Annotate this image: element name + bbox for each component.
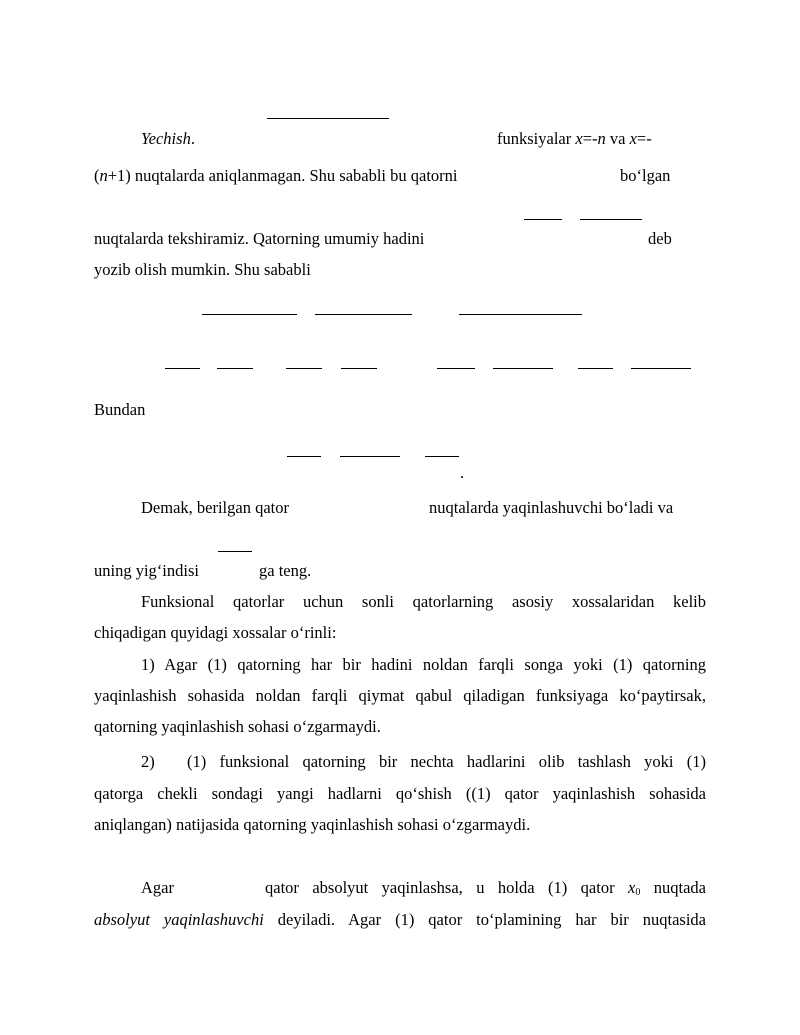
fraction-bar bbox=[315, 314, 412, 315]
list-number: 2) bbox=[141, 752, 155, 771]
fraction-bar bbox=[524, 219, 562, 220]
text-line: funksiyalar x=-n va x=- bbox=[497, 129, 652, 148]
fraction-bar bbox=[459, 314, 582, 315]
text-line: Agar bbox=[141, 878, 174, 897]
fraction-bar bbox=[218, 551, 252, 552]
paragraph-line: qatorga chekli sondagi yangi hadlarni qo‘shish ((1) qator yaqinlashish sohasida bbox=[94, 784, 706, 803]
text-line: Demak, berilgan qator bbox=[141, 498, 289, 517]
fraction-bar bbox=[580, 219, 642, 220]
fraction-bar bbox=[165, 368, 200, 369]
fraction-bar bbox=[286, 368, 322, 369]
text-line: (n+1) nuqtalarda aniqlanmagan. Shu sababli bu qatorni bbox=[94, 166, 458, 185]
paragraph-line: chiqadigan quyidagi xossalar o‘rinli: bbox=[94, 623, 337, 642]
fraction-bar bbox=[493, 368, 553, 369]
paragraph-line: 1) Agar (1) qatorning har bir hadini noldan farqli songa yoki (1) qatorning bbox=[141, 655, 706, 674]
fraction-bar bbox=[217, 368, 253, 369]
yechish-label: Yechish. bbox=[141, 129, 195, 148]
fraction-bar bbox=[631, 368, 691, 369]
text-line: ga teng. bbox=[259, 561, 312, 580]
fraction-bar bbox=[341, 368, 377, 369]
paragraph-line: absolyut yaqinlashuvchi deyiladi. Agar (1) qator to‘plamining har bir nuqtasida bbox=[94, 910, 706, 929]
text-line: Bundan bbox=[94, 400, 146, 419]
paragraph-line: aniqlangan) natijasida qatorning yaqinlashish sohasi o‘zgarmaydi. bbox=[94, 815, 531, 834]
paragraph-line: (1) funksional qatorning bir nechta hadlarini olib tashlash yoki (1) bbox=[187, 752, 706, 771]
text-line: nuqtalarda yaqinlashuvchi bo‘ladi va bbox=[429, 498, 674, 517]
text-line: yozib olish mumkin. Shu sababli bbox=[94, 260, 311, 279]
fraction-bar bbox=[267, 118, 389, 119]
fraction-bar bbox=[202, 314, 297, 315]
paragraph-line: qator absolyut yaqinlashsa, u holda (1) qator $x_0$ nuqtada bbox=[265, 878, 706, 898]
text-line: deb bbox=[648, 229, 672, 248]
fraction-bar bbox=[340, 456, 400, 457]
text-line: bo‘lgan bbox=[620, 166, 671, 185]
paragraph-line: Funksional qatorlar uchun sonli qatorlarning asosiy xossalaridan kelib bbox=[141, 592, 706, 611]
fraction-bar bbox=[425, 456, 459, 457]
fraction-bar bbox=[287, 456, 321, 457]
period-mark: . bbox=[460, 463, 465, 482]
paragraph-line: qatorning yaqinlashish sohasi o‘zgarmaydi. bbox=[94, 717, 381, 736]
fraction-bar bbox=[578, 368, 613, 369]
text-line: nuqtalarda tekshiramiz. Qatorning umumiy hadini bbox=[94, 229, 425, 248]
fraction-bar bbox=[437, 368, 475, 369]
text-line: uning yig‘indisi bbox=[94, 561, 199, 580]
paragraph-line: yaqinlashish sohasida noldan farqli qiymat qabul qiladigan funksiyaga ko‘paytirsak, bbox=[94, 686, 706, 705]
